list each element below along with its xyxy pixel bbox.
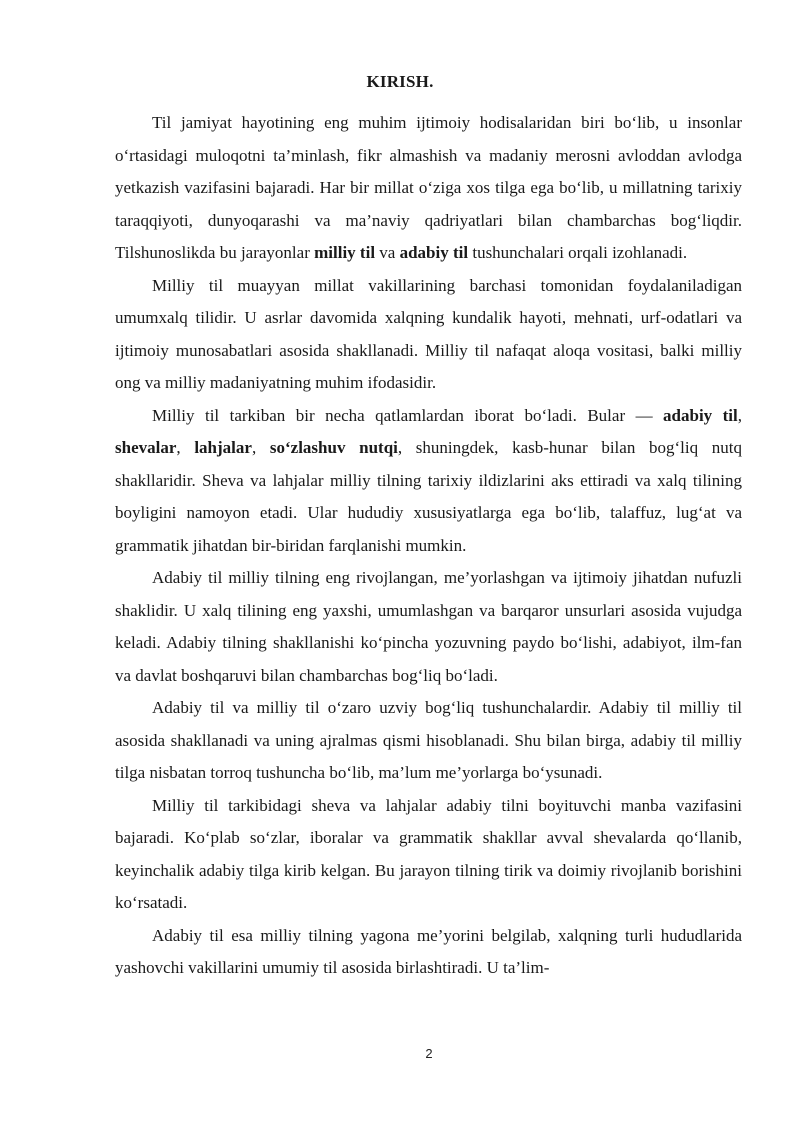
paragraph-text: Milliy til tarkiban bir necha qatlamlardan iborat bo‘ladi. Bular — [152, 405, 664, 425]
body-text [115, 107, 742, 985]
paragraph-text: Adabiy til esa milliy tilning yagona me’yorini belgilab, xalqning turli hududlarida yashovchi vakillarini umumiy til asosida birlashtiradi. U ta’lim- [115, 925, 742, 977]
page-title: KIRISH. [366, 72, 434, 91]
paragraph-text: tushunchalari orqali izohlanadi. [468, 243, 688, 262]
bold-term: shevalar [115, 438, 177, 457]
paragraph-text: Adabiy til va milliy til o‘zaro uzviy bog‘liq tushunchalardir. Adabiy til milliy til asosida shakllanadi va uning ajralmas qismi hisoblanadi. Shu bilan birga, adabiy til milliy tilga nisbatan torroq tushuncha bo‘lib, ma’lum me’yorlarga bo‘ysunadi. [115, 698, 742, 782]
paragraph-text: Til jamiyat hayotining eng muhim ijtimoiy hodisalaridan biri bo‘lib, u insonlar o‘rtasidagi muloqotni ta’minlash, fikr almashish va madaniy merosni avloddan avlodga yetkazish vazifasini bajaradi. Har bir millat o‘ziga xos tilga ega bo‘lib, u millatning tarixiy taraqqiyoti, dunyoqarashi va ma’naviy qadriyatlari bilan chambarchas bog‘liqdir. Tilshunoslikda bu jarayonlar [115, 113, 742, 262]
paragraph-text: , [737, 405, 742, 425]
bold-term: so‘zlashuv nutqi [269, 438, 398, 457]
bold-term: adabiy til [663, 405, 738, 425]
paragraph-text: Adabiy til milliy tilning eng rivojlangan, me’yorlashgan va ijtimoiy jihatdan nufuzli shaklidir. U xalq tilining eng yaxshi, umumlashgan va barqaror unsurlari asosida vujudga keladi. Adabiy tilning shakllanishi ko‘pincha yozuvning paydo bo‘lishi, adabiyot, ilm-fan va davlat boshqaruvi bilan chambarchas bog‘liq bo‘ladi. [115, 568, 742, 685]
bold-term: adabiy til [399, 243, 469, 262]
paragraph [115, 400, 742, 563]
paragraph [115, 790, 742, 920]
paragraph [115, 692, 742, 790]
paragraph-text: Milliy til tarkibidagi sheva va lahjalar adabiy tilni boyituvchi manba vazifasini bajaradi. Ko‘plab so‘zlar, iboralar va grammatik shakllar avval shevalarda qo‘llanib, keyinchalik adabiy tilga kirib kelgan. Bu jarayon tilning tirik va doimiy rivojlanib borishini ko‘rsatadi. [115, 795, 742, 912]
paragraph [115, 920, 742, 985]
paragraph-text: , [176, 438, 195, 457]
bold-term: lahjalar [194, 438, 252, 457]
paragraph-text: , shuningdek, kasb-hunar bilan bog‘liq nutq shakllaridir. Sheva va lahjalar milliy tilning tarixiy ildizlarini aks ettiradi va xalq tilining boyligini namoyon etadi. Ular hududiy xususiyatlarga ega bo‘lib, talaffuz, lug‘at va grammatik jihatdan bir-biridan farqlanishi mumkin. [115, 438, 742, 555]
paragraph [115, 562, 742, 692]
bold-term: milliy til [314, 243, 376, 262]
paragraph [115, 270, 742, 400]
page-number: 2 [425, 1046, 433, 1061]
paragraph-text: Milliy til muayyan millat vakillarining barchasi tomonidan foydalaniladigan umumxalq tilidir. U asrlar davomida xalqning kundalik hayoti, mehnati, urf-odatlari va ijtimoiy munosabatlari asosida shakllanadi. Milliy til nafaqat aloqa vositasi, balki milliy ong va milliy madaniyatning muhim ifodasidir. [115, 275, 742, 392]
paragraph-text: , [251, 438, 270, 457]
paragraph [115, 107, 742, 270]
paragraph-text: va [375, 243, 400, 262]
